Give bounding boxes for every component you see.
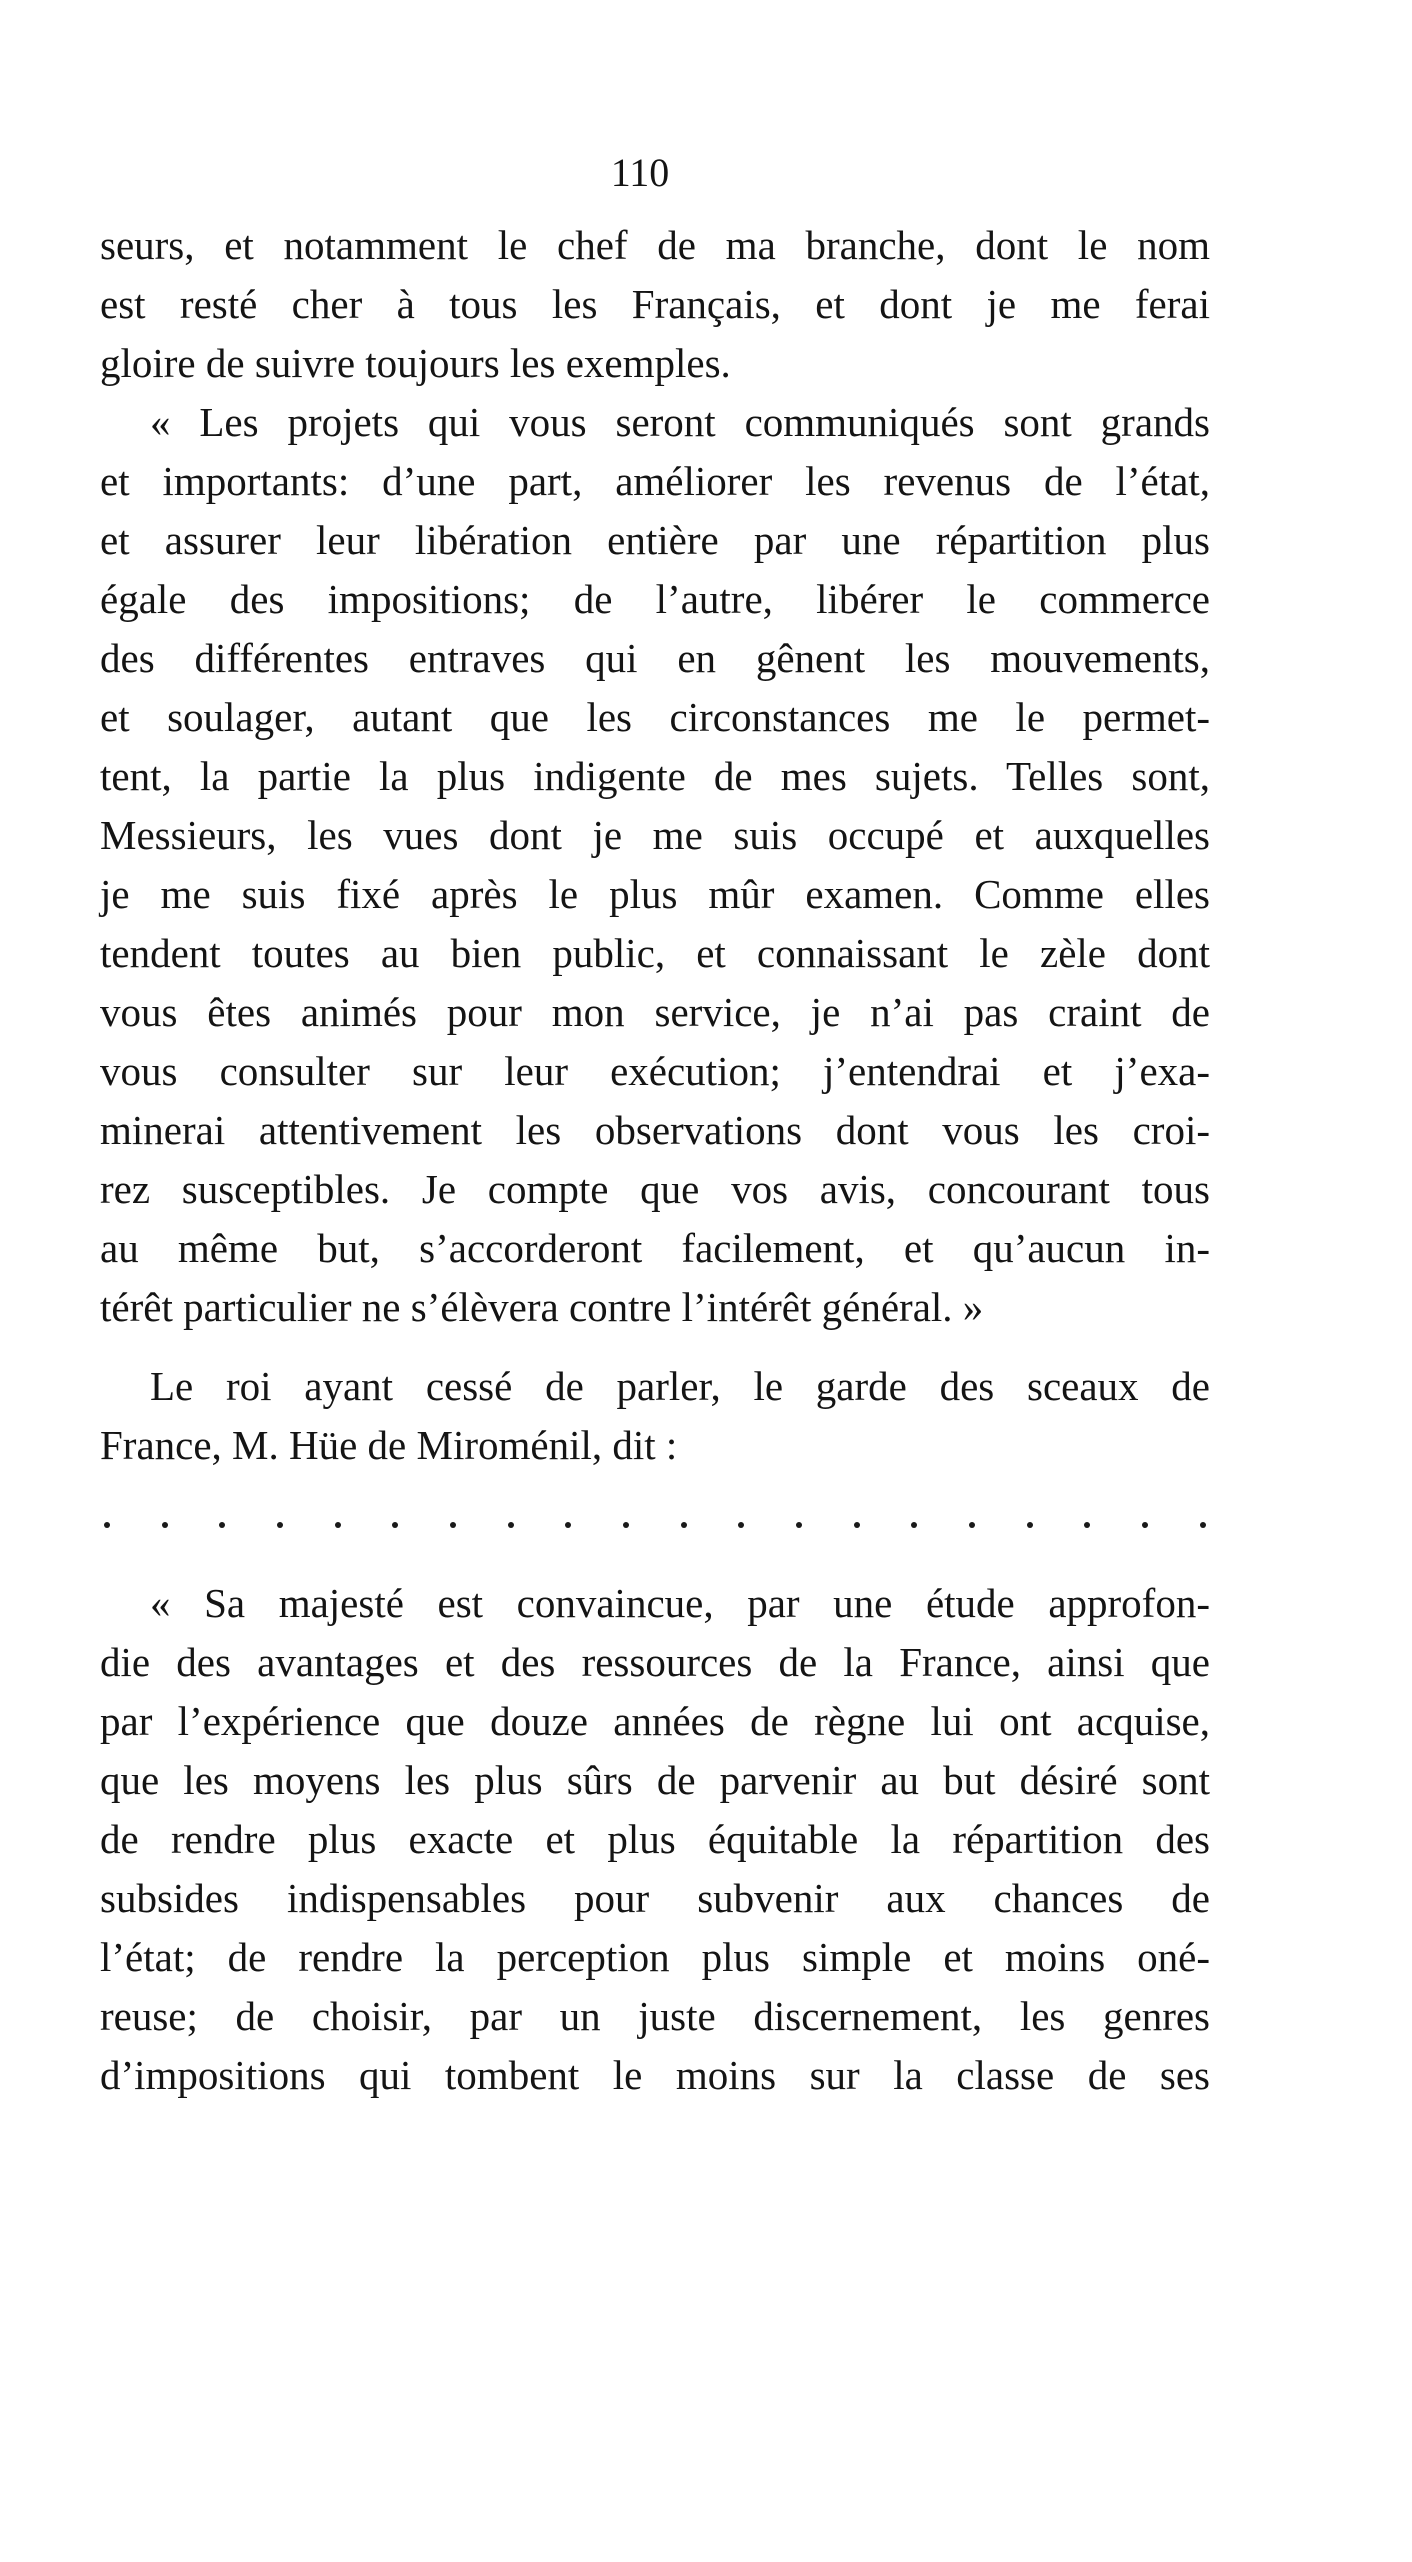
ellipsis-dot [911, 1522, 917, 1528]
text-line: de rendre plus exacte et plus équitable la répartition des [100, 1816, 1210, 1862]
text-line: Le roi ayant cessé de parler, le garde des sceaux de [150, 1363, 1210, 1409]
ellipsis-dot [623, 1522, 629, 1528]
ellipsis-dot [277, 1522, 283, 1528]
paragraph-narration [100, 1357, 1210, 1475]
text-line: tendent toutes au bien public, et connaissant le zèle dont [100, 930, 1210, 976]
text-line: reuse; de choisir, par un juste discernement, les genres [100, 1993, 1210, 2039]
paragraph-gap [100, 1475, 1210, 1495]
ellipsis-dot [335, 1522, 341, 1528]
ellipsis-dot [854, 1522, 860, 1528]
ellipsis-dot [1027, 1522, 1033, 1528]
ellipsis-dot [738, 1522, 744, 1528]
text-line: seurs, et notamment le chef de ma branche, dont le nom [100, 222, 1210, 268]
ellipsis-dot [969, 1522, 975, 1528]
ellipsis-dot [1142, 1522, 1148, 1528]
paragraph-gap [100, 1554, 1210, 1574]
paragraph-gap [100, 1337, 1210, 1357]
text-line: France, M. Hüe de Miroménil, dit : [100, 1422, 678, 1468]
body-text [100, 216, 1210, 2105]
text-line: tent, la partie la plus indigente de mes sujets. Telles sont, [100, 753, 1210, 799]
text-line: par l’expérience que douze années de règne lui ont acquise, [100, 1698, 1210, 1744]
text-line: et assurer leur libération entière par une répartition plus [100, 517, 1210, 563]
text-line: l’état; de rendre la perception plus simple et moins oné- [100, 1934, 1210, 1980]
text-line: « Sa majesté est convaincue, par une étude approfon- [150, 1580, 1210, 1626]
text-line: égale des impositions; de l’autre, libérer le commerce [100, 576, 1210, 622]
ellipsis-dot [219, 1522, 225, 1528]
text-line: je me suis fixé après le plus mûr examen. Comme elles [100, 871, 1210, 917]
text-line: gloire de suivre toujours les exemples. [100, 340, 731, 386]
text-line: et importants: d’une part, améliorer les revenus de l’état, [100, 458, 1210, 504]
text-line: est resté cher à tous les Français, et dont je me ferai [100, 281, 1210, 327]
text-line: des différentes entraves qui en gênent les mouvements, [100, 635, 1210, 681]
text-line: au même but, s’accorderont facilement, et qu’aucun in- [100, 1225, 1210, 1271]
text-line: que les moyens les plus sûrs de parvenir au but désiré sont [100, 1757, 1210, 1803]
paragraph-continuation [100, 216, 1210, 393]
text-line: minerai attentivement les observations dont vous les croi- [100, 1107, 1210, 1153]
text-line: die des avantages et des ressources de la France, ainsi que [100, 1639, 1210, 1685]
text-line: Messieurs, les vues dont je me suis occupé et auxquelles [100, 812, 1210, 858]
ellipsis-dot [565, 1522, 571, 1528]
ellipsis-dot [450, 1522, 456, 1528]
text-line: térêt particulier ne s’élèvera contre l’intérêt général. » [100, 1284, 984, 1330]
text-line: « Les projets qui vous seront communiqués sont grands [150, 399, 1210, 445]
ellipsis-dot-row [100, 1495, 1210, 1554]
page-number: 110 [610, 150, 670, 195]
text-line: rez susceptibles. Je compte que vos avis, concourant tous [100, 1166, 1210, 1212]
text-line: subsides indispensables pour subvenir aux chances de [100, 1875, 1210, 1921]
ellipsis-dot [1084, 1522, 1090, 1528]
ellipsis-dot [681, 1522, 687, 1528]
ellipsis-dot [796, 1522, 802, 1528]
text-line: d’impositions qui tombent le moins sur la classe de ses [100, 2052, 1210, 2098]
ellipsis-dot [104, 1522, 110, 1528]
paragraph-keeper-speech [100, 1574, 1210, 2105]
ellipsis-dot [162, 1522, 168, 1528]
text-line: et soulager, autant que les circonstances me le permet- [100, 694, 1210, 740]
text-line: vous consulter sur leur exécution; j’entendrai et j’exa- [100, 1048, 1210, 1094]
ellipsis-dot [508, 1522, 514, 1528]
paragraph-king-speech [100, 393, 1210, 1337]
ellipsis-dot [392, 1522, 398, 1528]
text-line: vous êtes animés pour mon service, je n’ai pas craint de [100, 989, 1210, 1035]
ellipsis-dot [1200, 1522, 1206, 1528]
